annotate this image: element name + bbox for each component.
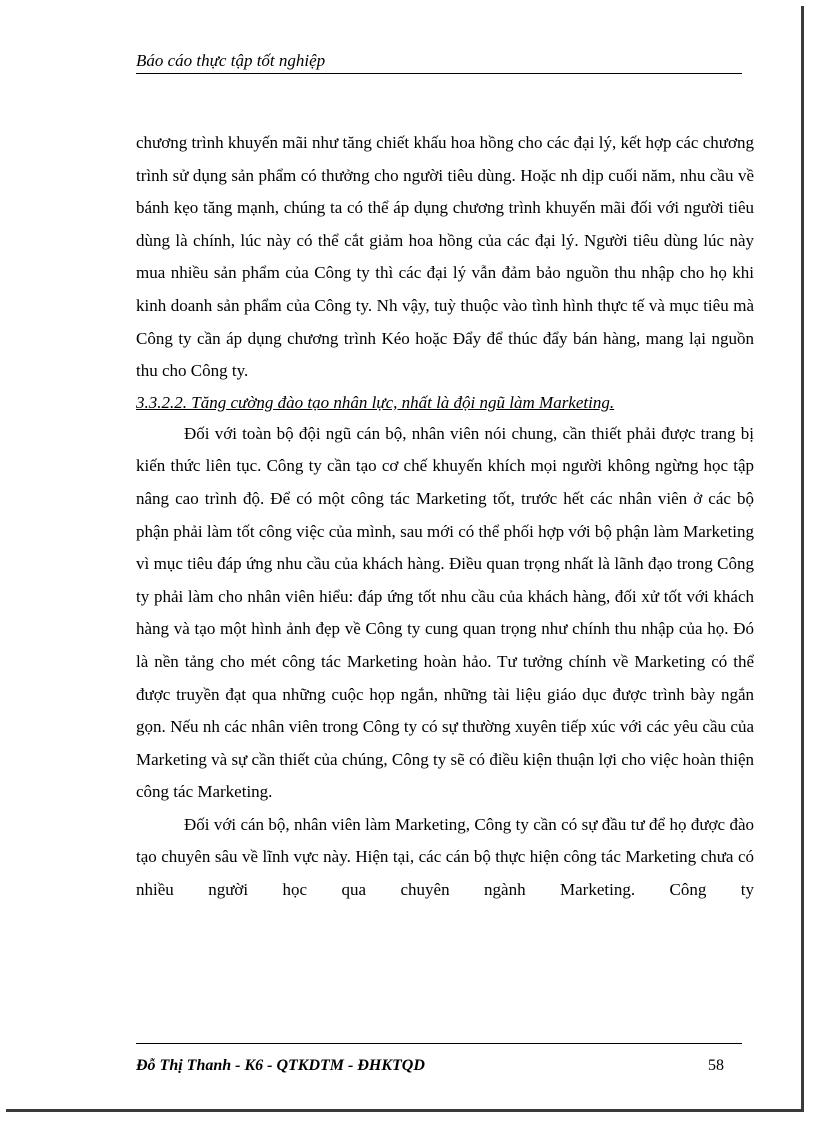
footer-divider [136, 1043, 742, 1044]
paragraph-continuation: chương trình khuyến mãi như tăng chiết khấu hoa hồng cho các đại lý, kết hợp các chương trình sử dụng sản phẩm có thưởng cho người tiêu dùng. Hoặc nh dịp cuối năm, nhu cầu về bánh kẹo tăng mạnh, chúng ta có thể áp dụng chương trình khuyến mãi đối với người tiêu dùng là chính, lúc này có thể cắt giảm hoa hồng của các đại lý. Người tiêu dùng lúc này mua nhiều sản phẩm của Công ty thì các đại lý vẫn đảm bảo nguồn thu nhập cho họ khi kinh doanh sản phẩm của Công ty. Nh vậy, tuỳ thuộc vào tình hình thực tế và mục tiêu mà Công ty cần áp dụng chương trình Kéo hoặc Đẩy để thúc đẩy bán hàng, mang lại nguồn thu cho Công ty. [136, 133, 754, 381]
page-number: 58 [708, 1057, 724, 1074]
document-body [136, 127, 754, 907]
paragraph-staff-training: Đối với toàn bộ đội ngũ cán bộ, nhân viên nói chung, cần thiết phải được trang bị kiến thức liên tục. Công ty cần tạo cơ chế khuyến khích mọi người không ngừng học tập nâng cao trình độ. Để có một công tác Marketing tốt, trước hết các nhân viên ở các bộ phận phải làm tốt công việc của mình, sau mới có thể phối hợp với bộ phận làm Marketing vì mục tiêu đáp ứng nhu cầu của khách hàng. Điều quan trọng nhất là lãnh đạo trong Công ty phải làm cho nhân viên hiểu: đáp ứng tốt nhu cầu của khách hàng, đối xử tốt với khách hàng và tạo một hình ảnh đẹp về Công ty cung quan trọng như chính thu nhập của họ. Đó là nền tảng cho mét công tác Marketing hoàn hảo. Tư tưởng chính về Marketing có thể được truyền đạt qua những cuộc họp ngắn, những tài liệu giáo dục được trình bày ngắn gọn. Nếu nh các nhân viên trong Công ty có sự thường xuyên tiếp xúc với các yêu cầu của Marketing và sự cần thiết của chúng, Công ty sẽ có điều kiện thuận lợi cho việc hoàn thiện công tác Marketing. [136, 423, 754, 802]
running-header: Báo cáo thực tập tốt nghiệp [136, 50, 742, 74]
footer-author: Đỗ Thị Thanh - K6 - QTKDTM - ĐHKTQD [136, 1057, 425, 1074]
section-heading: 3.3.2.2. Tăng cường đào tạo nhân lực, nhất là đội ngũ làm Marketing. [136, 392, 615, 412]
paragraph-marketing-staff: Đối với cán bộ, nhân viên làm Marketing, Công ty cần có sự đầu tư để họ được đào tạo chuyên sâu về lĩnh vực này. Hiện tại, các cán bộ thực hiện công tác Marketing chưa có nhiều người học qua chuyên ngành Marketing. Công ty [136, 814, 754, 900]
